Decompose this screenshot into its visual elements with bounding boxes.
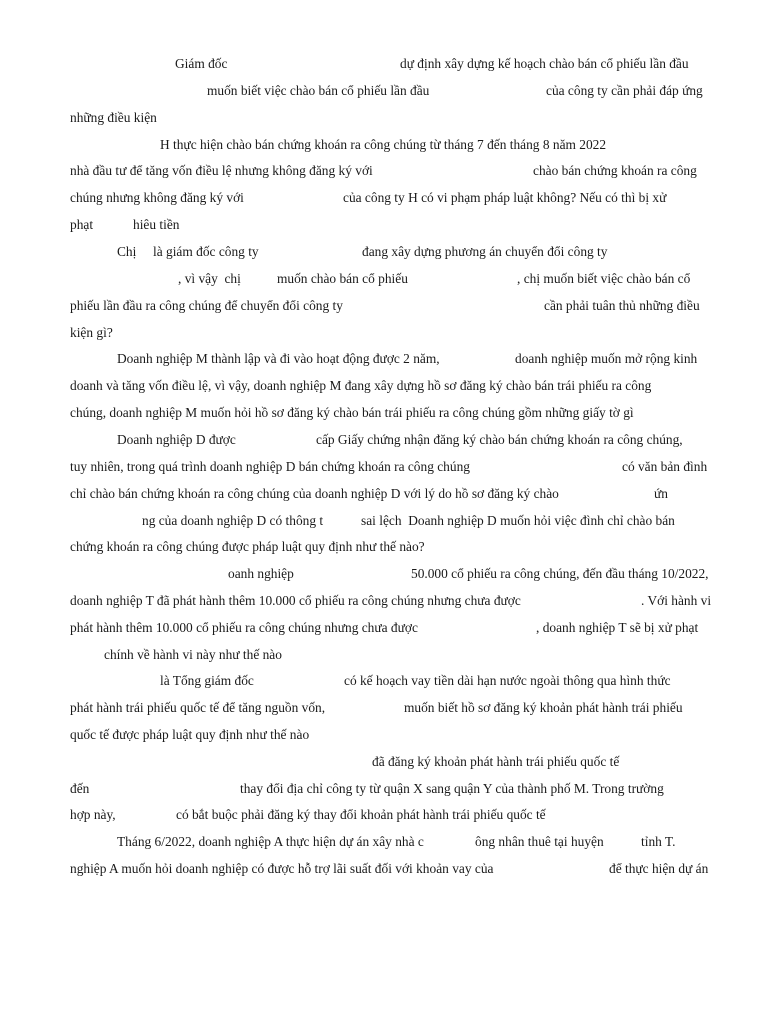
text-line: những điều kiện — [70, 110, 157, 125]
text-line: đã đăng ký khoản phát hành trái phiếu quốc tế — [372, 754, 620, 769]
text-line: ông nhân thuê tại huyện — [475, 834, 604, 849]
text-line: có kế hoạch vay tiền dài hạn nước ngoài thông qua hình thức — [344, 673, 671, 688]
text-line: nhà đầu tư để tăng vốn điều lệ nhưng không đăng ký với — [70, 163, 373, 178]
text-line: doanh nghiệp T đã phát hành thêm 10.000 cổ phiếu ra công chúng nhưng chưa được — [70, 593, 521, 608]
text-line: Giám đốc — [175, 56, 228, 71]
text-line: đến — [70, 781, 90, 796]
text-line: có văn bản đình — [622, 459, 708, 474]
text-line: chỉ chào bán chứng khoán ra công chúng của doanh nghiệp D với lý do hồ sơ đăng ký chào — [70, 486, 559, 501]
text-line: . Với hành vi — [641, 593, 712, 608]
text-line: muốn biết việc chào bán cổ phiếu lần đầu — [207, 83, 430, 98]
text-line: , chị muốn biết việc chào bán cổ — [517, 271, 691, 286]
text-line: hợp này, — [70, 807, 116, 822]
text-line: Chị — [117, 244, 137, 259]
text-line: chào bán chứng khoán ra công — [533, 163, 697, 178]
text-line: Tháng 6/2022, doanh nghiệp A thực hiện dự án xây nhà c — [117, 834, 424, 849]
text-line: H thực hiện chào bán chứng khoán ra công chúng từ tháng 7 đến tháng 8 năm 2022 — [160, 137, 607, 152]
text-line: quốc tế được pháp luật quy định như thế nào — [70, 727, 310, 742]
text-line: phát hành thêm 10.000 cổ phiếu ra công chúng nhưng chưa được — [70, 620, 418, 635]
text-line: hiêu tiền — [133, 217, 180, 232]
text-line: cần phải tuân thủ những điều — [544, 298, 700, 313]
text-line: phiếu lần đầu ra công chúng để chuyển đổi công ty — [70, 298, 343, 313]
text-line: tuy nhiên, trong quá trình doanh nghiệp D bán chứng khoán ra công chúng — [70, 459, 470, 474]
text-line: là Tổng giám đốc — [160, 673, 254, 688]
text-line: chúng, doanh nghiệp M muốn hỏi hồ sơ đăng ký chào bán trái phiếu ra công chúng gồm những giấy tờ gì — [70, 405, 634, 420]
text-line: muốn biết hồ sơ đăng ký khoản phát hành trái phiếu — [404, 700, 683, 715]
text-line: của công ty cần phải đáp ứng — [546, 83, 703, 98]
text-line: của công ty H có vi phạm pháp luật không? Nếu có thì bị xử — [343, 190, 667, 205]
text-line: oanh nghiệp — [228, 566, 294, 581]
text-line: phạt — [70, 217, 94, 232]
text-line: có bắt buộc phải đăng ký thay đổi khoản phát hành trái phiếu quốc tế — [176, 807, 546, 822]
text-line: chúng nhưng không đăng ký với — [70, 190, 244, 205]
text-line: thay đổi địa chỉ công ty từ quận X sang quận Y của thành phố M. Trong trường — [240, 781, 664, 796]
text-line: đang xây dựng phương án chuyển đổi công ty — [362, 244, 608, 259]
text-line: Doanh nghiệp D được — [117, 432, 236, 447]
text-line: là giám đốc công ty — [153, 244, 259, 259]
text-line: để thực hiện dự án — [609, 861, 709, 876]
text-line: chứng khoán ra công chúng được pháp luật quy định như thế nào? — [70, 539, 425, 554]
text-line: phát hành trái phiếu quốc tế để tăng nguồn vốn, — [70, 700, 326, 715]
text-line: chính về hành vi này như thế nào — [104, 647, 282, 662]
text-line: dự định xây dựng kế hoạch chào bán cổ phiếu lần đầu — [400, 56, 689, 71]
text-line: kiện gì? — [70, 325, 113, 340]
text-line: doanh và tăng vốn điều lệ, vì vậy, doanh nghiệp M đang xây dựng hồ sơ đăng ký chào bán trái phiếu ra công — [70, 378, 652, 393]
text-line: Doanh nghiệp M thành lập và đi vào hoạt động được 2 năm, — [117, 351, 440, 366]
text-line: , vì vậy chị — [178, 271, 241, 286]
text-line: doanh nghiệp muốn mở rộng kinh — [515, 351, 698, 366]
text-line: sai lệch Doanh nghiệp D muốn hỏi việc đình chỉ chào bán — [361, 513, 675, 528]
text-line: , doanh nghiệp T sẽ bị xử phạt — [536, 620, 699, 635]
text-line: nghiệp A muốn hỏi doanh nghiệp có được hỗ trợ lãi suất đối với khoản vay của — [70, 861, 494, 876]
text-line: muốn chào bán cổ phiếu — [277, 271, 408, 286]
text-line: 50.000 cổ phiếu ra công chúng, đến đầu tháng 10/2022, — [411, 566, 709, 581]
text-line: tỉnh T. — [641, 834, 676, 849]
text-line: ng của doanh nghiệp D có thông t — [142, 513, 324, 528]
text-line: ứn — [654, 486, 668, 501]
text-line: cấp Giấy chứng nhận đăng ký chào bán chứng khoán ra công chúng, — [316, 432, 683, 447]
